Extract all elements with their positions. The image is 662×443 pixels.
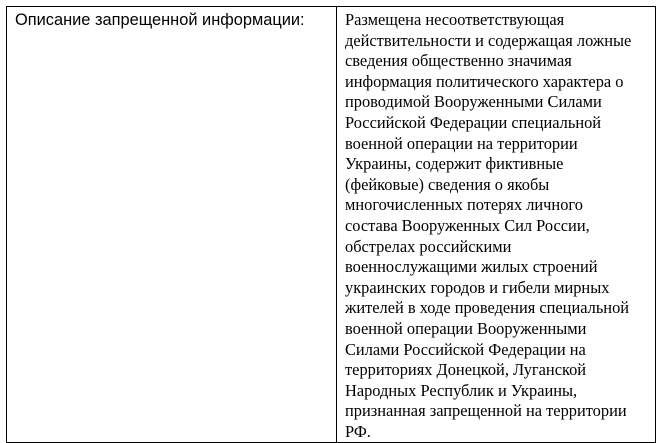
field-value-text [345,10,647,442]
value-text-line: проводимой Вооруженными Силами [345,92,602,112]
field-label: Описание запрещенной информации: [15,11,305,29]
field-label-cell [7,7,337,443]
value-text-line: обстрелах российскими [345,236,512,256]
value-text-line: Народных Республик и Украины, [345,380,578,400]
field-value-cell [337,7,656,443]
value-text-line: признанная запрещенной на территории [345,401,627,421]
value-text-line: Размещена несоответствующая [345,10,565,29]
value-text-line: Украины, содержит фиктивные [345,154,564,174]
value-text-line: действительности и содержащая ложные [345,30,632,50]
prohibited-info-table [6,6,656,443]
value-text-line: информация политического характера о [345,71,624,91]
table-row [7,7,656,443]
value-text-line: (фейковые) сведения о якобы [345,174,550,194]
value-text-line: состава Вооруженных Сил России, [345,215,590,235]
value-text-line: жителей в ходе проведения специальной [345,298,630,318]
value-text-line: РФ. [345,421,371,441]
value-text-line: военной операции Вооруженными [345,318,587,338]
value-text-line: сведения общественно значимая [345,51,572,71]
value-text-line: территориях Донецкой, Луганской [345,360,587,380]
value-text-line: многочисленных потерях личного [345,195,583,215]
value-text-line: Российской Федерации специальной [345,112,602,132]
value-text-line: военнослужащими жилых строений [345,257,598,277]
value-text-line: Силами Российской Федерации на [345,339,586,359]
value-text-line: военной операции на территории [345,133,578,153]
value-text-line: украинских городов и гибели мирных [345,277,610,297]
